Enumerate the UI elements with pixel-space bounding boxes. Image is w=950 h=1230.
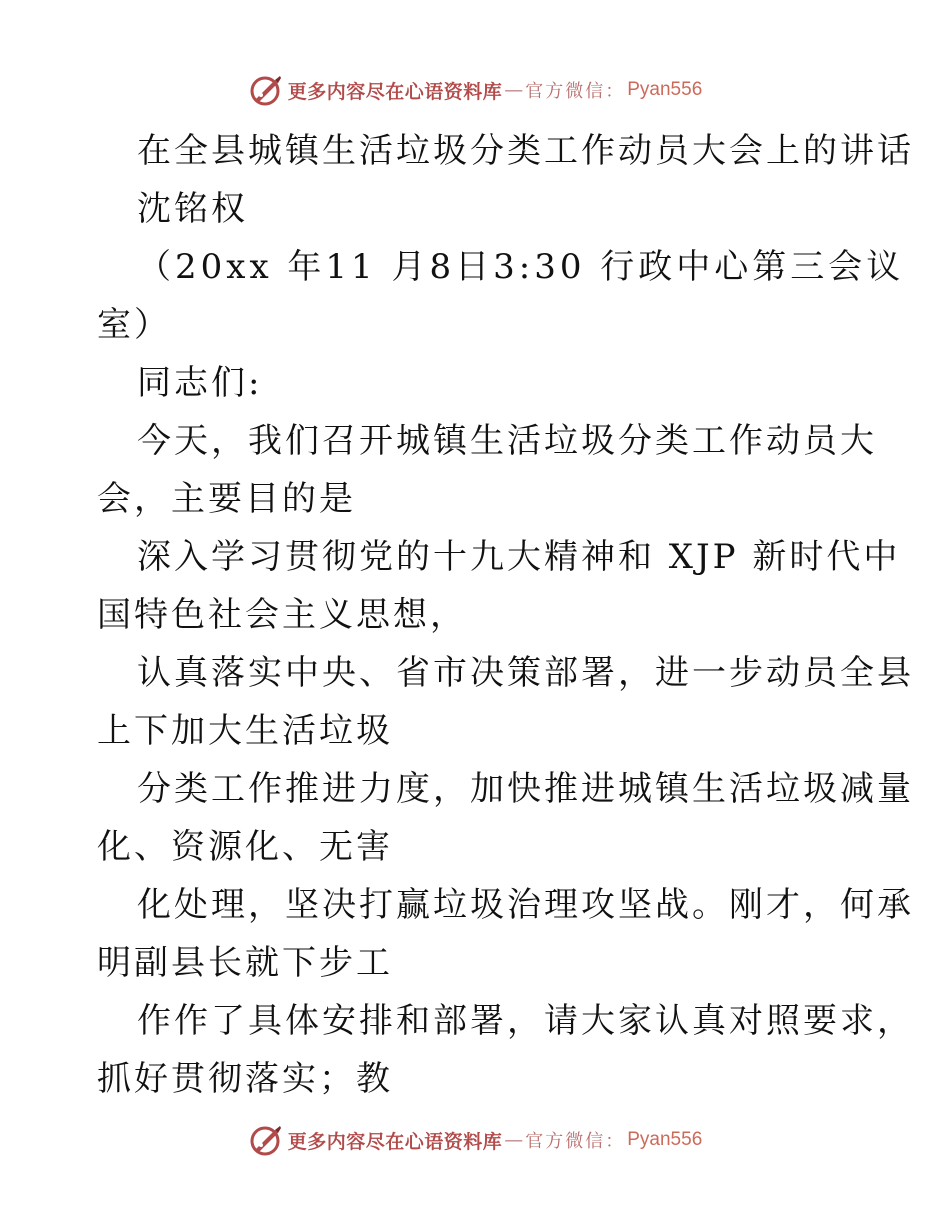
paragraph-line: 化处理，坚决打赢垃圾治理攻坚战。刚才，何承 [137, 885, 914, 925]
watermark-text: 更多内容尽在心语资料库 [287, 80, 503, 103]
speech-title: 在全县城镇生活垃圾分类工作动员大会上的讲话 [137, 131, 914, 171]
document-body [97, 122, 914, 1108]
watermark-dash: — [504, 1129, 524, 1151]
paragraph-line: 今天，我们召开城镇生活垃圾分类工作动员大 [137, 421, 877, 461]
watermark-official-label: 官方微信： [525, 1131, 626, 1152]
speaker-name: 沈铭权 [137, 189, 248, 229]
paragraph-line: 作作了具体安排和部署，请大家认真对照要求， [137, 1001, 914, 1041]
watermark-text: 更多内容尽在心语资料库 [287, 1130, 503, 1153]
paragraph-line: 会，主要目的是 [97, 479, 356, 519]
paragraph-line: 上下加大生活垃圾 [97, 711, 393, 751]
paragraph-line: 国特色社会主义思想， [97, 595, 467, 635]
quill-pen-logo-icon [248, 72, 284, 108]
header-watermark-banner [0, 70, 950, 110]
salutation: 同志们: [137, 363, 263, 403]
watermark-wechat-id: Pyan556 [627, 79, 703, 100]
paragraph-line: 化、资源化、无害 [97, 827, 393, 867]
paragraph-line: 明副县长就下步工 [97, 943, 393, 983]
date-location-line-cont: 室） [97, 305, 171, 345]
paragraph-line: 深入学习贯彻党的十九大精神和 XJP 新时代中 [137, 537, 901, 577]
paragraph-line: 抓好贯彻落实；教 [97, 1059, 393, 1099]
watermark-official-label: 官方微信： [525, 81, 626, 102]
paragraph-line: 认真落实中央、省市决策部署，进一步动员全县 [137, 653, 914, 693]
watermark-wechat-id: Pyan556 [627, 1129, 703, 1150]
watermark-dash: — [504, 79, 524, 101]
date-location-line: （20xx 年11 月8日3:30 行政中心第三会议 [137, 247, 905, 287]
quill-pen-logo-icon [248, 1122, 284, 1158]
footer-watermark-banner [0, 1120, 950, 1160]
paragraph-line: 分类工作推进力度，加快推进城镇生活垃圾减量 [137, 769, 914, 809]
